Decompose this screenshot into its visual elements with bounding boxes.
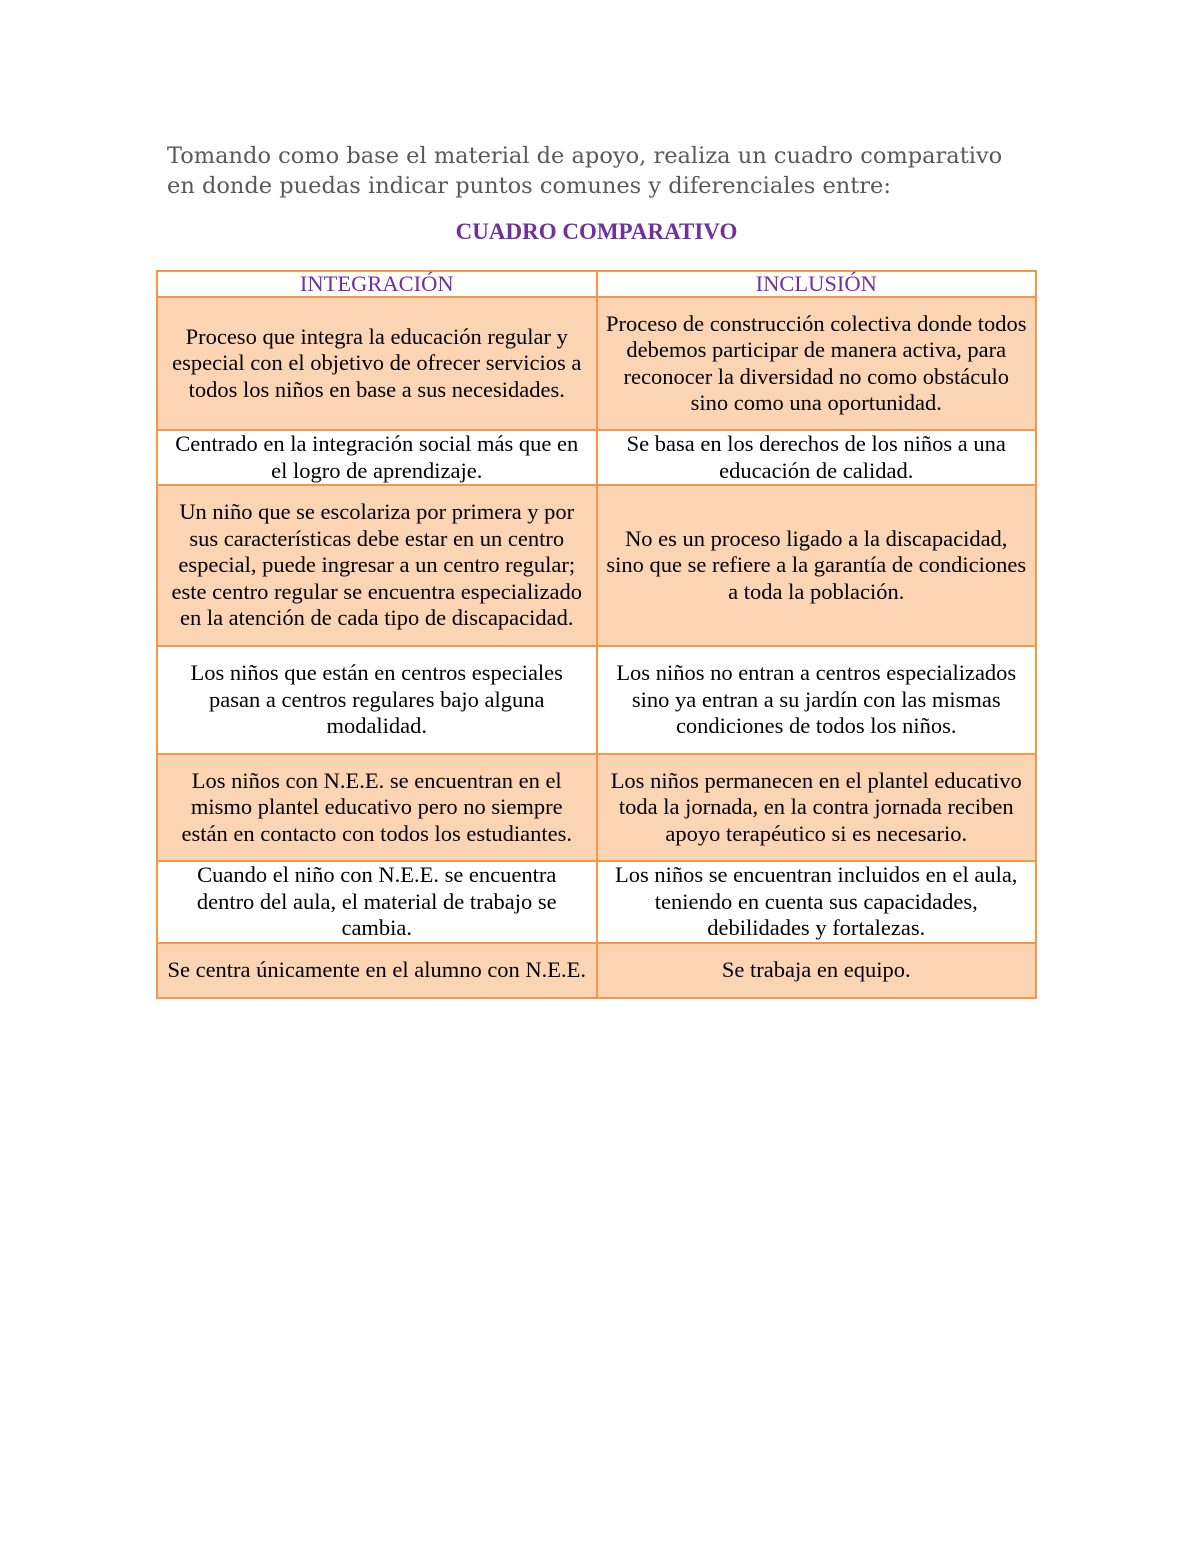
table-cell-inclusion: Los niños se encuentran incluidos en el aula, teniendo en cuenta sus capacidades, debilidades y fortalezas.: [597, 861, 1037, 943]
table-cell-inclusion: Los niños no entran a centros especializados sino ya entran a su jardín con las mismas condiciones de todos los niños.: [597, 646, 1037, 754]
instruction-line-1: Tomando como base el material de apoyo, realiza un cuadro comparativo: [167, 143, 1003, 169]
table-cell-integracion: Centrado en la integración social más que en el logro de aprendizaje.: [157, 430, 597, 485]
table-cell-integracion: Los niños que están en centros especiales pasan a centros regulares bajo alguna modalidad.: [157, 646, 597, 754]
table-header-row: [157, 271, 1036, 297]
table-title: CUADRO COMPARATIVO: [455, 219, 738, 244]
table-row: [157, 754, 1036, 861]
instruction-text: [167, 141, 1047, 201]
table-cell-inclusion: Los niños permanecen en el plantel educativo toda la jornada, en la contra jornada reciben apoyo terapéutico si es necesario.: [597, 754, 1037, 861]
column-header-inclusion: INCLUSIÓN: [597, 271, 1037, 297]
table-row: [157, 485, 1036, 646]
table-cell-integracion: Cuando el niño con N.E.E. se encuentra dentro del aula, el material de trabajo se cambia.: [157, 861, 597, 943]
table-cell-integracion: Un niño que se escolariza por primera y por sus características debe estar en un centro especial, puede ingresar a un centro regular; este centro regular se encuentra especializado en la atención de cada tipo de discapacidad.: [157, 485, 597, 646]
column-header-integracion: INTEGRACIÓN: [157, 271, 597, 297]
table-row: [157, 646, 1036, 754]
table-cell-inclusion: Se basa en los derechos de los niños a una educación de calidad.: [597, 430, 1037, 485]
table-cell-inclusion: No es un proceso ligado a la discapacidad, sino que se refiere a la garantía de condiciones a toda la población.: [597, 485, 1037, 646]
comparison-table: [156, 270, 1037, 999]
table-row: [157, 861, 1036, 943]
table-cell-inclusion: Proceso de construcción colectiva donde todos debemos participar de manera activa, para reconocer la diversidad no como obstáculo sino como una oportunidad.: [597, 297, 1037, 430]
table-row: [157, 943, 1036, 998]
table-row: [157, 430, 1036, 485]
table-cell-inclusion: Se trabaja en equipo.: [597, 943, 1037, 998]
table-cell-integracion: Se centra únicamente en el alumno con N.E.E.: [157, 943, 597, 998]
instruction-line-2: en donde puedas indicar puntos comunes y diferenciales entre:: [167, 173, 891, 199]
table-cell-integracion: Los niños con N.E.E. se encuentran en el mismo plantel educativo pero no siempre están en contacto con todos los estudiantes.: [157, 754, 597, 861]
table-row: [157, 297, 1036, 430]
table-cell-integracion: Proceso que integra la educación regular y especial con el objetivo de ofrecer servicios a todos los niños en base a sus necesidades.: [157, 297, 597, 430]
